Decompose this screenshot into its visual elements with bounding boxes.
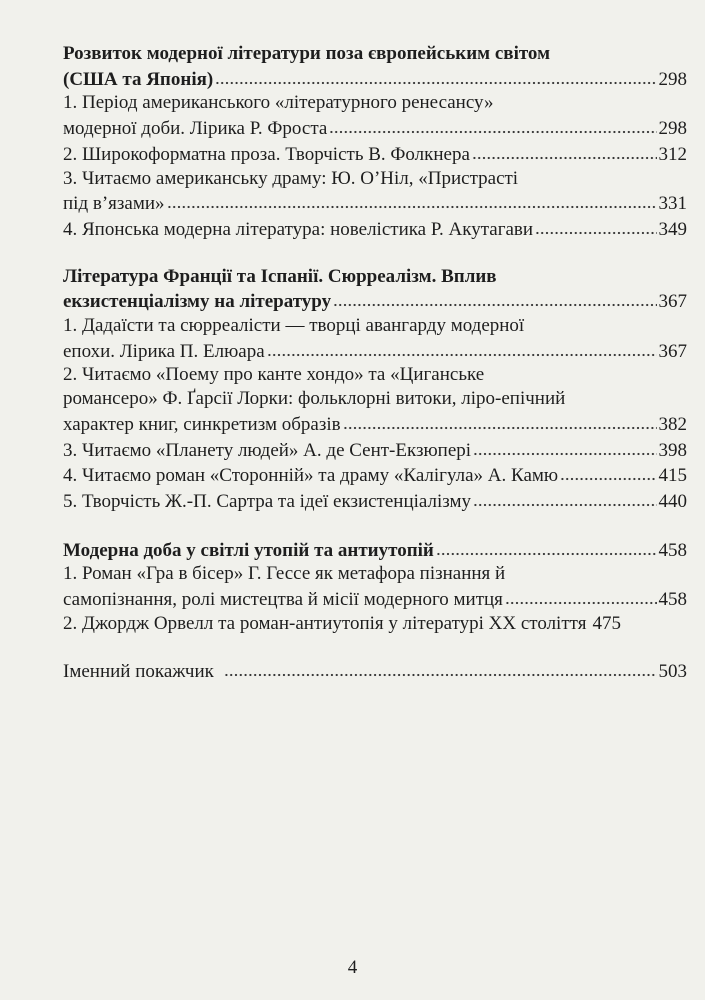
dot-leader	[267, 338, 657, 357]
dot-leader	[215, 66, 656, 85]
dot-leader	[224, 658, 657, 677]
dot-leader	[560, 462, 656, 481]
toc-item[interactable]	[63, 488, 687, 514]
dot-leader	[167, 190, 657, 209]
toc-item[interactable]	[63, 586, 687, 612]
toc-item-line: 5. Творчість Ж.-П. Сартра та ідеї екзистенціалізму	[63, 490, 472, 512]
toc-item-line: романсеро» Ф. Ґарсії Лорки: фольклорні витоки, ліро-епічний	[63, 388, 566, 410]
page-ref: 440	[658, 490, 687, 512]
toc-item-line: 2. Широкоформатна проза. Творчість В. Фолкнера	[63, 143, 470, 165]
dot-leader	[436, 537, 657, 556]
page-ref: 415	[658, 465, 687, 487]
table-of-contents	[63, 42, 687, 684]
toc-item-line: 1. Період американського «літературного ренесансу»	[63, 92, 494, 114]
toc-item[interactable]	[63, 115, 687, 141]
toc-item-line: 1. Дадаїсти та сюрреалісти — творці авангарду модерної	[63, 315, 525, 337]
toc-item-line: характер книг, синкретизм образів	[63, 413, 341, 435]
page-ref: 367	[658, 291, 687, 313]
dot-leader	[329, 115, 656, 134]
toc-item-line: 4. Японська модерна література: новелістика Р. Акутагави	[63, 218, 534, 240]
page-ref: 382	[658, 413, 687, 435]
page-ref: 398	[658, 439, 687, 461]
section-title-entry[interactable]	[63, 288, 687, 314]
dot-leader	[343, 411, 657, 430]
section-title-entry[interactable]	[63, 537, 687, 563]
toc-item-line: епохи. Лірика П. Елюара	[63, 340, 265, 362]
toc-section	[63, 265, 687, 514]
page-ref: 458	[658, 539, 687, 561]
toc-item[interactable]	[63, 216, 687, 242]
toc-item[interactable]	[63, 141, 687, 167]
toc-item[interactable]	[63, 462, 687, 488]
toc-item-line: 2. Джордж Орвелл та роман-антиутопія у літературі XX століття	[63, 612, 587, 634]
toc-item-line: 3. Читаємо американську драму: Ю. О’Ніл, «Пристрасті	[63, 167, 519, 189]
page-ref: 298	[658, 118, 687, 140]
toc-item-line: модерної доби. Лірика Р. Фроста	[63, 118, 328, 140]
page-ref: 331	[658, 193, 687, 215]
dot-leader	[535, 216, 656, 235]
dot-leader	[472, 141, 657, 160]
page-ref: 458	[658, 589, 687, 611]
toc-item-line: під в’язами»	[63, 193, 165, 215]
dot-leader	[473, 488, 656, 507]
toc-item-line: 3. Читаємо «Планету людей» А. де Сент-Екзюпері	[63, 439, 472, 461]
toc-item[interactable]	[63, 411, 687, 437]
page-ref: 298	[658, 68, 687, 90]
page-ref: 312	[658, 143, 687, 165]
toc-item[interactable]	[63, 338, 687, 364]
page-ref: 367	[658, 340, 687, 362]
toc-item[interactable]	[63, 612, 687, 636]
toc-index-entry[interactable]	[63, 658, 687, 684]
page-ref: 503	[658, 661, 687, 683]
page-ref: 475	[592, 612, 621, 634]
toc-item[interactable]	[63, 190, 687, 216]
section-title-line: екзистенціалізму на літературу	[63, 291, 332, 313]
section-title-line: Розвиток модерної літератури поза європейським світом	[63, 43, 551, 64]
toc-item-line: самопізнання, ролі мистецтва й місії модерного митця	[63, 589, 503, 611]
section-title-line: Модерна доба у світлі утопій та антиутопій	[63, 539, 434, 561]
page-ref: 349	[658, 218, 687, 240]
dot-leader	[333, 288, 656, 307]
toc-item-line: 1. Роман «Гра в бісер» Г. Гессе як метафора пізнання й	[63, 563, 506, 585]
toc-section	[63, 537, 687, 636]
page-number: 4	[347, 957, 358, 978]
toc-item-line: 4. Читаємо роман «Сторонній» та драму «Калігула» А. Камю	[63, 465, 559, 487]
toc-section	[63, 42, 687, 242]
dot-leader	[505, 586, 657, 605]
section-title-line: Література Франції та Іспанії. Сюрреалізм. Вплив	[63, 265, 497, 287]
dot-leader	[473, 437, 656, 456]
section-title-entry[interactable]	[63, 66, 687, 92]
index-title: Іменний покажчик	[63, 661, 214, 683]
section-title-line: (США та Японія)	[63, 68, 214, 90]
toc-item-line: 2. Читаємо «Поему про канте хондо» та «Циганське	[63, 364, 485, 386]
toc-item[interactable]	[63, 437, 687, 463]
